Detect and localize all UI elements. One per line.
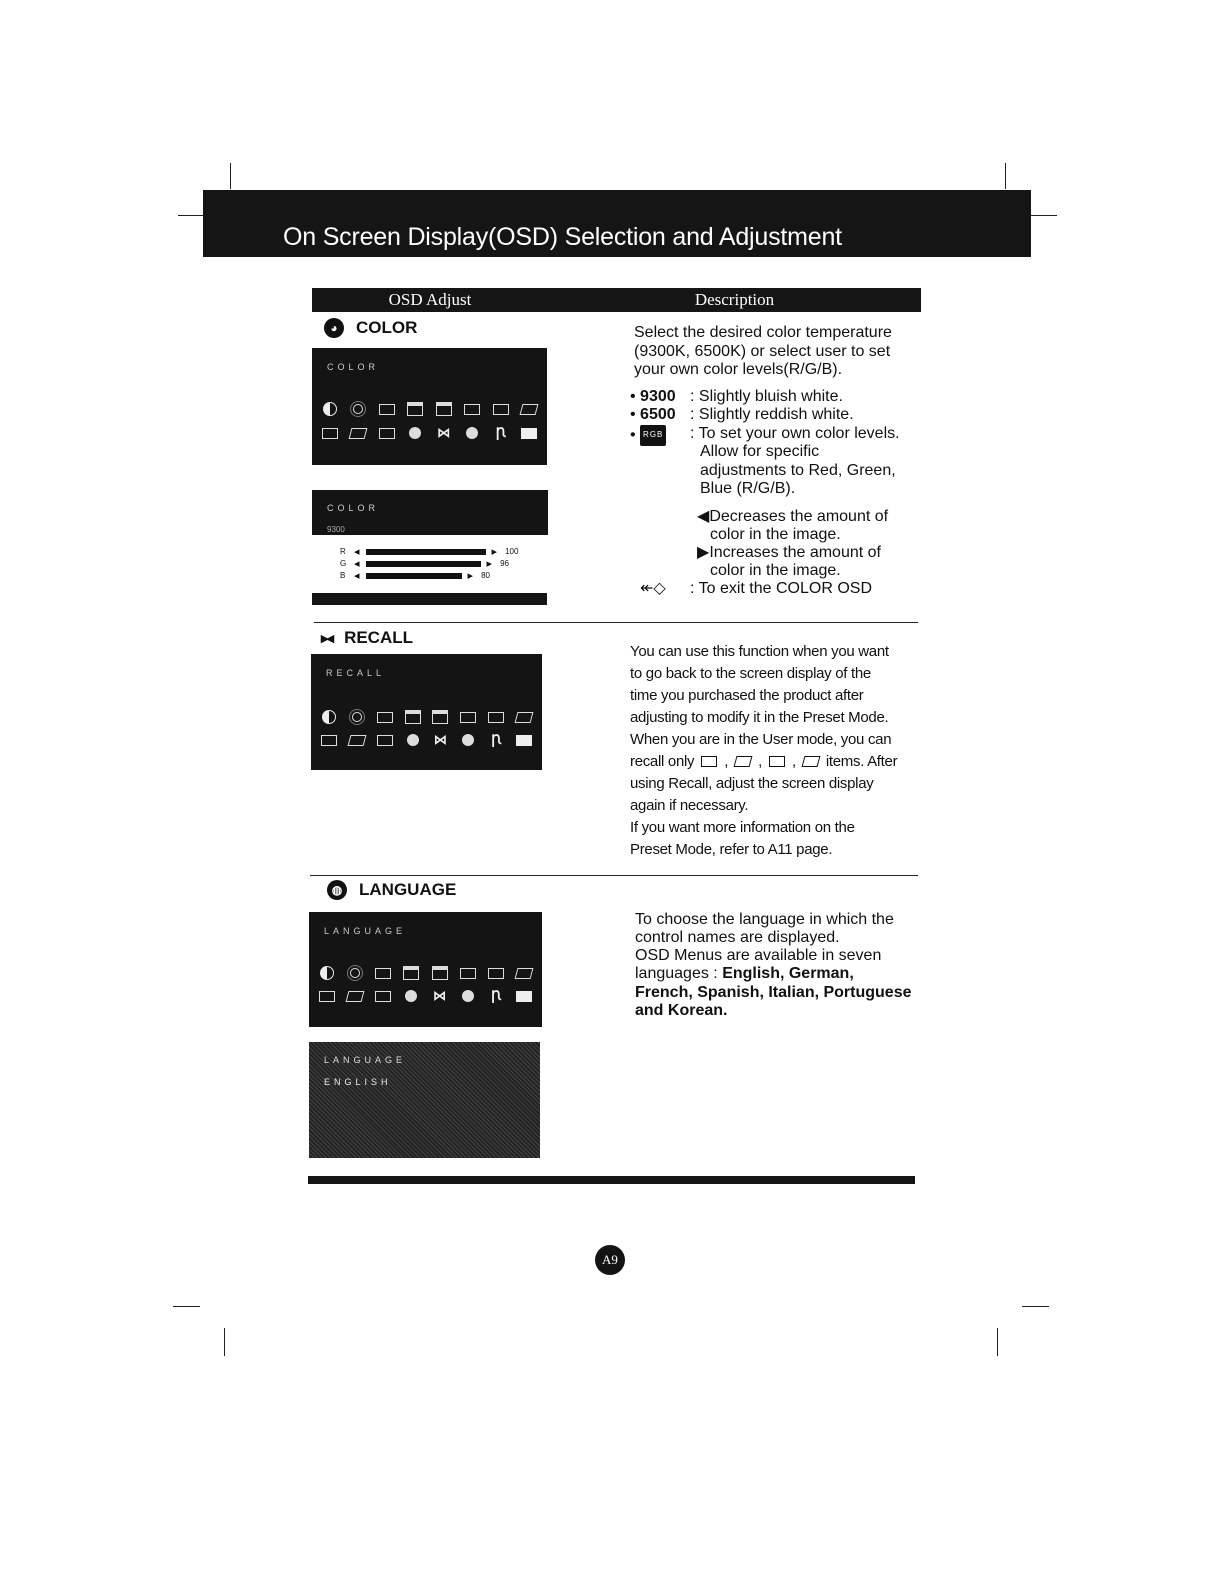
language-heading [327, 880, 456, 900]
parallelogram-icon [319, 733, 339, 747]
comma: , [791, 753, 796, 770]
exit-text: : To exit the COLOR OSD [690, 580, 872, 597]
language-line [635, 965, 854, 984]
language-line: control names are displayed. [635, 929, 840, 946]
osd-icon-row [319, 710, 534, 724]
language-heading-label: LANGUAGE [359, 880, 457, 899]
trapezoid-icon [514, 966, 534, 980]
section-divider [314, 622, 918, 623]
color-item-9300: • 9300 [630, 388, 676, 405]
color-icon [401, 989, 421, 1003]
rgb-text: adjustments to Red, Green, [700, 462, 896, 479]
trapezoid-icon [519, 402, 539, 416]
osd-icon-row [320, 402, 539, 416]
rgb-value: 100 [505, 547, 519, 556]
v-position-icon [434, 402, 454, 416]
recall-osd-menu [311, 654, 542, 770]
osd-icon-row [317, 966, 534, 980]
degauss-icon [377, 426, 397, 440]
osd-caption: LANGUAGE [324, 1055, 407, 1065]
osd-position-icon [514, 733, 534, 747]
crop-mark [230, 163, 231, 189]
color-icon [403, 733, 423, 747]
column-header-osd-adjust: OSD Adjust [312, 288, 548, 312]
language-list: English, German, [722, 965, 854, 982]
left-arrow-icon: ◀ [697, 508, 710, 525]
h-position-icon [373, 966, 393, 980]
tilt-icon [345, 989, 365, 1003]
osd-icon-row [319, 733, 534, 747]
color-osd-submenu [312, 490, 548, 535]
trapezoid-icon [734, 755, 752, 769]
h-size-icon [401, 966, 421, 980]
osd-selected-value: 9300 [327, 525, 345, 534]
color-heading [324, 318, 417, 338]
rgb-badge: RGB [640, 425, 666, 446]
item-key: 9300 [640, 388, 676, 405]
brightness-icon [347, 710, 367, 724]
rgb-label: R [340, 547, 346, 556]
comma: , [758, 753, 762, 770]
h-size-icon [403, 710, 423, 724]
degauss-icon [375, 733, 395, 747]
moire-icon: Ꞃ [491, 732, 501, 747]
osd-icon-row [320, 426, 539, 440]
osd-caption: COLOR [327, 362, 380, 372]
contrast-icon [320, 402, 340, 416]
brightness-icon [348, 402, 368, 416]
increase-note [697, 544, 881, 563]
crop-mark [997, 1328, 998, 1356]
decrease-text: Decreases the amount of [709, 508, 889, 525]
osd-bottom-bar [312, 593, 547, 605]
item-key: 6500 [640, 406, 676, 423]
rgb-text: Allow for specific [700, 443, 820, 460]
h-position-icon [377, 402, 397, 416]
color-item-text: : Slightly reddish white. [690, 406, 854, 423]
increase-text: Increases the amount of [709, 544, 881, 561]
recall-icon: ⋈ [437, 425, 451, 440]
recall-line: using Recall, adjust the screen display [630, 775, 874, 792]
column-header-description: Description [548, 288, 921, 312]
recall-icon: ⋈ [433, 988, 447, 1003]
tilt-icon [802, 755, 820, 769]
recall-line: to go back to the screen display of the [630, 665, 871, 682]
contrast-icon [317, 966, 337, 980]
language-line: To choose the language in which the [635, 911, 894, 928]
tilt-icon [347, 733, 367, 747]
recall-line: Preset Mode, refer to A11 page. [630, 841, 833, 858]
parallelogram-icon [320, 426, 340, 440]
moire-icon: Ꞃ [491, 988, 501, 1003]
crop-mark [224, 1328, 225, 1356]
language-line-plain: languages : [635, 965, 723, 982]
recall-line: time you purchased the product after [630, 687, 864, 704]
osd-icon-row [317, 989, 534, 1003]
recall-line: When you are in the User mode, you can [630, 731, 892, 748]
recall-heading-label: RECALL [344, 628, 414, 647]
rgb-slider-g: G ◂ ▸ 96 [340, 557, 524, 570]
color-icon [405, 426, 425, 440]
crop-mark [1022, 1306, 1049, 1307]
pincushion-icon [486, 710, 506, 724]
language-osd-submenu [309, 1042, 540, 1158]
osd-position-icon [519, 426, 539, 440]
osd-caption: LANGUAGE [324, 926, 407, 936]
recall-line: again if necessary. [630, 797, 749, 814]
recall-suffix: items. After [825, 753, 898, 770]
moire-icon: Ꞃ [495, 425, 506, 440]
color-item-rgb: • RGB [630, 425, 666, 446]
color-osd-menu [312, 348, 547, 465]
contrast-icon [319, 710, 339, 724]
v-size-icon [458, 710, 478, 724]
recall-icon: ▸◂ [321, 630, 333, 647]
recall-line: adjusting to modify it in the Preset Mode. [630, 709, 889, 726]
v-size-icon [462, 402, 482, 416]
rgb-slider-r: R ◂ ▸ 100 [340, 545, 529, 558]
comma: , [724, 753, 729, 770]
crop-mark [1031, 215, 1057, 216]
decrease-text-2: color in the image. [710, 526, 841, 543]
page-title: On Screen Display(OSD) Selection and Adjustment [283, 223, 842, 251]
recall-line: You can use this function when you want [630, 643, 889, 660]
language-icon [462, 426, 482, 440]
color-wheel-icon: ◕ [324, 318, 344, 338]
section-divider [310, 875, 918, 876]
pincushion-icon [491, 402, 511, 416]
rgb-label: G [340, 559, 347, 568]
osd-caption: COLOR [327, 503, 380, 513]
rgb-value: 96 [500, 559, 509, 568]
right-arrow-icon: ▶ [697, 544, 710, 561]
recall-prefix: recall only [630, 753, 695, 770]
language-list: French, Spanish, Italian, Portuguese [635, 984, 912, 1001]
pincushion-icon [486, 966, 506, 980]
recall-line-items [630, 751, 897, 773]
v-position-icon [430, 966, 450, 980]
rgb-text: Blue (R/G/B). [700, 480, 796, 497]
parallelogram-icon [768, 755, 786, 769]
v-position-icon [430, 710, 450, 724]
page-banner [203, 190, 1031, 257]
color-description: Select the desired color temperature (9300K, 6500K) or select user to set your own color levels(R/G/B). [634, 324, 892, 378]
exit-icon: ↞◇ [640, 580, 666, 597]
color-item-text: : Slightly bluish white. [690, 388, 843, 405]
recall-icon: ⋈ [433, 732, 447, 747]
color-item-6500: • 6500 [630, 406, 676, 423]
rgb-slider-b: B ◂ ▸ 80 [340, 569, 505, 582]
rgb-label: B [340, 571, 346, 580]
recall-heading [321, 628, 413, 648]
crop-mark [173, 1306, 200, 1307]
color-heading-label: COLOR [356, 318, 418, 337]
pincushion-icon [700, 755, 718, 769]
crop-mark [1005, 163, 1006, 189]
increase-text-2: color in the image. [710, 562, 841, 579]
tilt-icon [348, 426, 368, 440]
degauss-icon [373, 989, 393, 1003]
rgb-value: 80 [481, 571, 490, 580]
page-number: A9 [595, 1245, 625, 1275]
language-icon [458, 989, 478, 1003]
h-position-icon [375, 710, 395, 724]
parallelogram-icon [317, 989, 337, 1003]
osd-selected-value: ENGLISH [324, 1077, 392, 1087]
language-list: and Korean. [635, 1002, 728, 1019]
globe-icon: ◍ [327, 880, 347, 900]
rgb-bar [366, 549, 486, 555]
brightness-icon [345, 966, 365, 980]
osd-position-icon [514, 989, 534, 1003]
osd-caption: RECALL [326, 668, 386, 678]
trapezoid-icon [514, 710, 534, 724]
decrease-note [697, 508, 888, 527]
rgb-bar [366, 573, 462, 579]
language-osd-menu [309, 912, 542, 1027]
crop-mark [178, 215, 203, 216]
v-size-icon [458, 966, 478, 980]
bottom-bar [308, 1176, 915, 1184]
recall-line: If you want more information on the [630, 819, 855, 836]
language-line: OSD Menus are available in seven [635, 947, 882, 964]
rgb-bar [366, 561, 481, 567]
h-size-icon [405, 402, 425, 416]
rgb-text: : To set your own color levels. [690, 425, 900, 442]
language-icon [458, 733, 478, 747]
